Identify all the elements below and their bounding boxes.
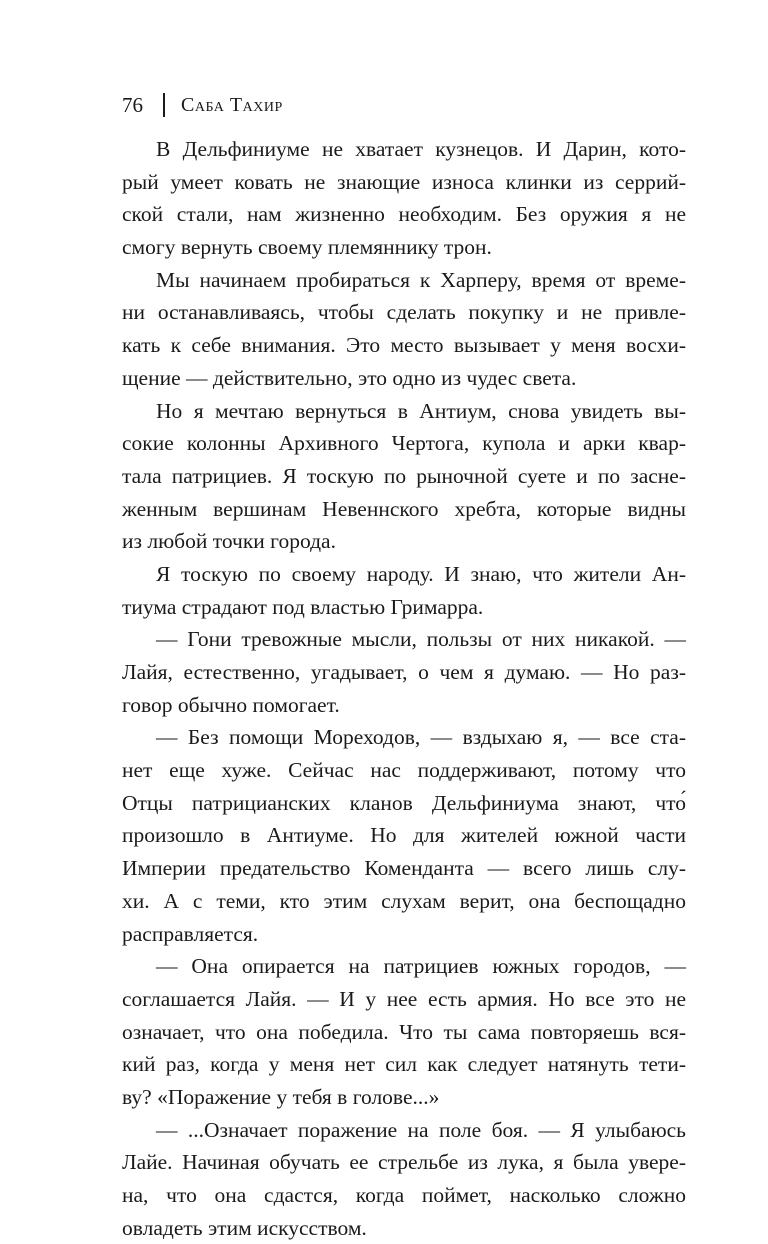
text-line: — Она опирается на патрициев южных городов, — bbox=[156, 954, 686, 979]
text-line: щение — действительно, это одно из чудес света. bbox=[122, 365, 577, 390]
text-line: овладеть этим искусством. bbox=[122, 1215, 367, 1240]
text-line: расправляется. bbox=[122, 921, 259, 946]
body-text bbox=[122, 133, 686, 1244]
page-number: 76 bbox=[122, 93, 143, 117]
text-line: произошло в Антиуме. Но для жителей южной части bbox=[122, 823, 686, 848]
running-head bbox=[122, 92, 283, 118]
text-line: кать к себе внимания. Это место вызывает у меня восхи- bbox=[122, 333, 686, 358]
header-separator bbox=[163, 93, 165, 117]
text-line: рый умеет ковать не знающие износа клинки из серрий- bbox=[122, 169, 686, 194]
text-line: означает, что она победила. Что ты сама повторяешь вся- bbox=[122, 1019, 686, 1044]
text-line: В Дельфиниуме не хватает кузнецов. И Дарин, кото- bbox=[156, 137, 686, 161]
text-line: Но я мечтаю вернуться в Антиум, снова увидеть вы- bbox=[156, 398, 686, 423]
book-author: Саба Тахир bbox=[181, 94, 283, 116]
text-line: из любой точки города. bbox=[122, 529, 336, 554]
text-line: женным вершинам Невеннского хребта, которые видны bbox=[122, 496, 686, 521]
text-line: ской стали, нам жизненно необходим. Без оружия я не bbox=[122, 202, 686, 227]
text-line: на, что она сдастся, когда поймет, насколько сложно bbox=[122, 1183, 686, 1207]
text-line: Я тоскую по своему народу. И знаю, что жители Ан- bbox=[156, 561, 686, 586]
text-line: тиума страдают под властью Гримарра. bbox=[122, 594, 484, 619]
text-line: ни останавливаясь, чтобы сделать покупку и не привле- bbox=[122, 300, 686, 325]
text-line: — Гони тревожные мысли, пользы от них никакой. — bbox=[156, 627, 686, 652]
text-line: сокие колонны Архивного Чертога, купола и арки квар- bbox=[122, 431, 686, 456]
text-line: — ...Означает поражение на поле боя. — Я улыбаюсь bbox=[156, 1117, 686, 1142]
text-line: говор обычно помогает. bbox=[122, 692, 340, 717]
text-line: — Без помощи Мореходов, — вздыхаю я, — все ста- bbox=[156, 725, 686, 750]
text-line: хи. А с теми, кто этим слухам верит, она беспощадно bbox=[122, 888, 686, 913]
text-line: ву? «Поражение у тебя в голове...» bbox=[122, 1084, 440, 1109]
text-line: Империи предательство Коменданта — всего лишь слу- bbox=[122, 856, 686, 881]
text-line: смогу вернуть своему племяннику трон. bbox=[122, 235, 492, 260]
text-line: кий раз, когда у меня нет сил как следует натянуть тети- bbox=[122, 1052, 686, 1077]
text-line: Лайя, естественно, угадывает, о чем я думаю. — Но раз- bbox=[122, 660, 686, 684]
text-line: нет еще хуже. Сейчас нас поддерживают, потому что bbox=[122, 758, 686, 783]
text-line: соглашается Лайя. — И у нее есть армия. Но все это не bbox=[122, 986, 686, 1011]
text-line: Отцы патрицианских кланов Дельфиниума знают, что́ bbox=[122, 790, 686, 815]
text-line: Лайе. Начиная обучать ее стрельбе из лука, я была увере- bbox=[122, 1150, 686, 1175]
text-line: тала патрициев. Я тоскую по рыночной суете и по засне- bbox=[122, 463, 686, 488]
text-line: Мы начинаем пробираться к Харперу, время от време- bbox=[156, 267, 686, 292]
